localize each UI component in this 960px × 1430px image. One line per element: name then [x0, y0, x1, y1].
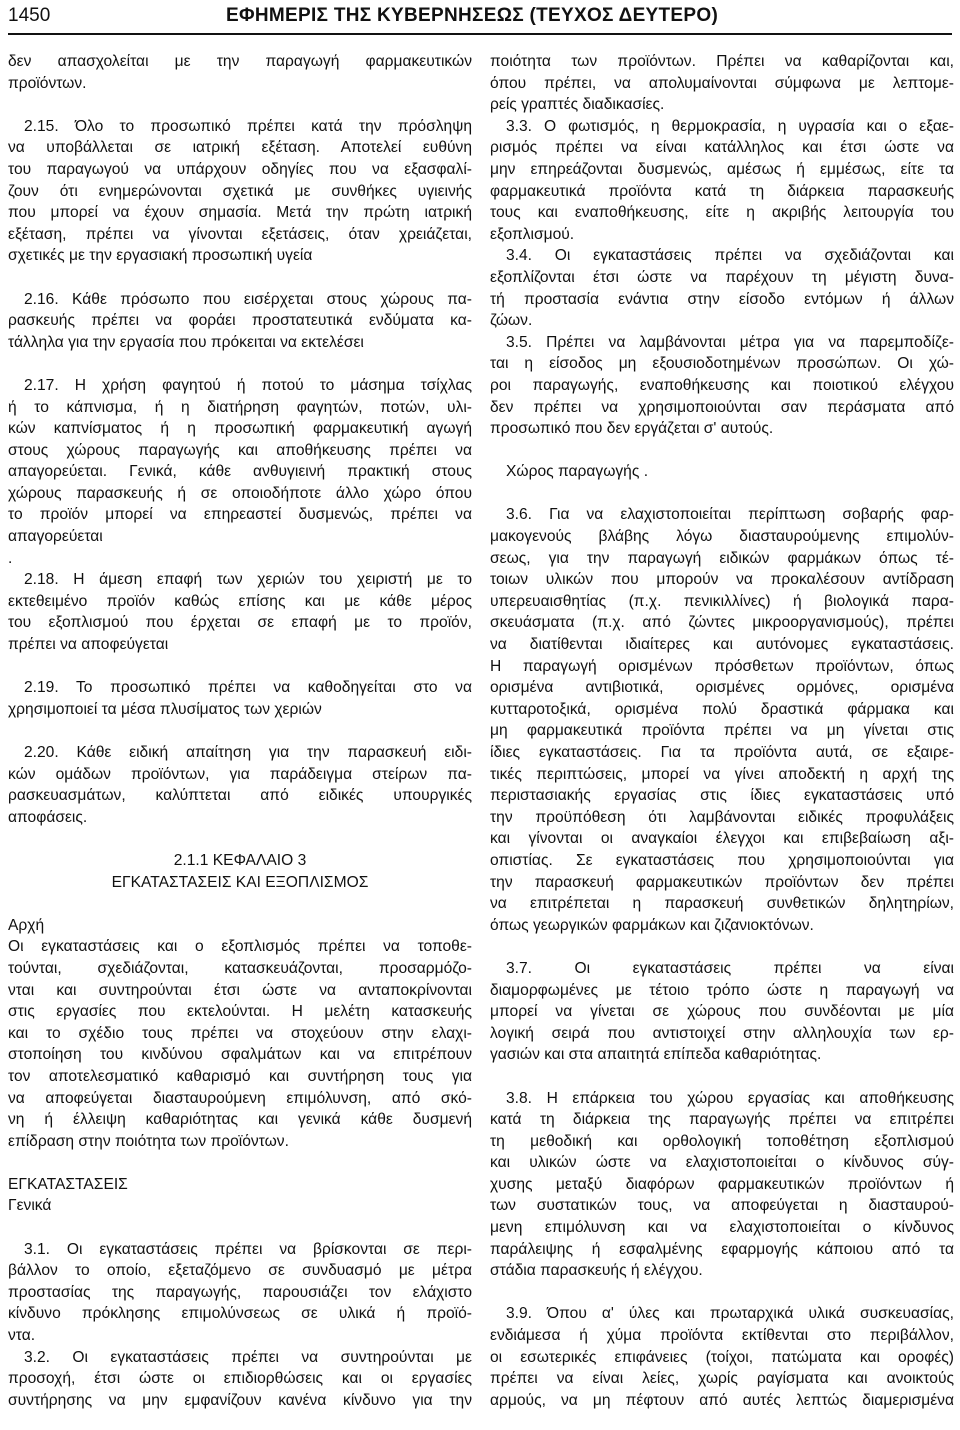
paragraph-gap — [8, 720, 472, 742]
text-line: να επιτρέπεται η παρασκευή συνθετικών δηλητηρίων, — [490, 895, 954, 913]
text-line: 3.9. Όπου α' ύλες και πρωταρχικά υλικά συσκευασίας, — [506, 1305, 954, 1323]
text-line: παράλειψης ή εσφαλμένης εφαρμογής κάποιου από τα — [490, 1240, 954, 1258]
text-line: 3.7. Οι εγκαταστάσεις πρέπει να είναι — [506, 959, 954, 977]
text-line: Γενικά — [8, 1197, 52, 1215]
text-line: κίνδυνο πρόκλησης επιμολύνσεως σε υλικά ή προϊό- — [8, 1305, 472, 1323]
text-line: να υποβάλλεται σε ιατρική εξέταση. Αποτελεί ευθύνη — [8, 139, 472, 157]
text-line: 3.8. Η επάρκεια του χώρου εργασίας και αποθήκευσης — [506, 1089, 954, 1107]
text-line: μην επηρεάζονται δυσμενώς, αμέσως ή εμμέσως, είτε τα — [490, 160, 954, 178]
text-line: οι εσωτερικές επιφάνειες (τοίχοι, πατώματα και οροφές) — [490, 1348, 954, 1366]
text-line: υπερευαισθητίας (π.χ. πενικιλλίνες) ή βιολογικά παρα- — [490, 592, 954, 610]
text-line: τον αποτελεσματικό καθαρισμό και συντήρηση τους για — [8, 1067, 472, 1085]
text-line: χυσης μεταξύ διαφόρων φαρμακευτικών προϊόντων ή — [490, 1175, 954, 1193]
text-line: ρισμός πρέπει να είναι κατάλληλος και έτσι ώστε να — [490, 139, 954, 157]
text-line: που μπορεί να έχουν σημασία. Μετά την πρώτη ιατρική — [8, 204, 472, 222]
text-line: ΕΓΚΑΤΑΣΤΑΣΕΙΣ — [8, 1175, 128, 1193]
text-line: να διατίθενται ιδιαίτερες και αυτόνομες εγκαταστάσεις. — [490, 636, 954, 654]
text-line: στάδια παρασκευής ή ελέγχου. — [490, 1262, 703, 1280]
left-column — [8, 51, 472, 1411]
text-line: προστασίας της παραγωγής, παρουσιάζει τον ελάχιστο — [8, 1283, 472, 1301]
text-line: τικές περιπτώσεις, μπορεί να γίνει αποδεκτή η αρχή της — [490, 765, 954, 783]
text-line: 2.16. Κάθε πρόσωπο που εισέρχεται στους χώρους πα- — [24, 290, 472, 308]
paragraph-gap — [490, 936, 954, 958]
text-line: επίδραση στην ποιότητα των προϊόντων. — [8, 1132, 289, 1150]
text-line: 3.2. Οι εγκαταστάσεις πρέπει να συντηρούνται με — [24, 1348, 472, 1366]
text-line: εξέταση, πρέπει να γίνονται εξετάσεις, όταν χρειάζεται, — [8, 225, 472, 243]
text-line: χώρους παρασκευής ή σε οποιοδήποτε άλλο χώρο όπου — [8, 484, 472, 502]
text-line: εκτεθειμένο προϊόν καθώς επίσης και με κάθε μέρος — [8, 592, 472, 610]
text-line: 3.3. Ο φωτισμός, η θερμοκρασία, η υγρασία και ο εξαε- — [506, 117, 954, 135]
text-line: αποφάσεις. — [8, 808, 88, 826]
paragraph-gap — [8, 353, 472, 375]
text-line: 2.17. Η χρήση φαγητού ή ποτού το μάσημα τσίχλας — [24, 376, 472, 394]
text-line: 3.4. Οι εγκαταστάσεις πρέπει να σχεδιάζονται και — [506, 247, 954, 265]
text-line: και υλικών ώστε να ελαχιστοποιείται ο κίνδυνος σύγ- — [490, 1154, 954, 1172]
text-line: το προϊόν μπορεί να επηρεαστεί δυσμενώς, πρέπει να — [8, 506, 472, 524]
text-line: κατά τη διάρκεια της παραγωγής πρέπει να επιτρέπει — [490, 1111, 954, 1129]
text-line: διαμορφωμένες με τέτοιο τρόπο ώστε η παραγωγή να — [490, 981, 954, 999]
text-line: συντήρησης να μην εμφανίζουν κανένα κίνδυνο για την — [8, 1391, 472, 1409]
text-line: ίδιες εγκαταστάσεις. Για τα προϊόντα αυτά, σε εξαιρε- — [490, 744, 954, 761]
text-line: ντα. — [8, 1327, 36, 1345]
text-line: ρασκευής πρέπει να φοράει προστατευτικά ενδύματα κα- — [8, 312, 472, 330]
text-line: μη φαρμακευτικά προϊόντα πρέπει να μη γίνεται στις — [490, 722, 954, 740]
text-line: 2.1.1 ΚΕΦΑΛΑΙΟ 3 — [173, 851, 307, 869]
text-line: σεως, για την παραγωγή ειδικών φαρμάκων όπως τέ- — [490, 549, 954, 567]
text-line: ροι παραγωγής, εναποθήκευσης και ποιοτικού ελέγχου — [490, 376, 954, 394]
paragraph-gap — [8, 1152, 472, 1174]
text-line: Χώρος παραγωγής . — [506, 463, 649, 481]
text-line: περιστασιακής εργασίας στις ίδιες εγκαταστάσεις υπό — [490, 787, 954, 805]
text-line: να αποφεύγεται διασταυρούμενη επιμόλυνση, από σκό- — [8, 1089, 472, 1107]
text-line: την παρασκευή φαρμακευτικών προϊόντων δεν πρέπει — [490, 873, 954, 891]
text-line: του εξοπλισμού που έρχεται σε επαφή με το προϊόν, — [8, 614, 472, 632]
text-line: ζώων. — [490, 312, 533, 330]
text-line: πρέπει να αποφεύγεται — [8, 636, 169, 654]
text-line: χρησιμοποιεί τα μέσα πλυσίματος των χεριών — [8, 700, 322, 718]
right-column — [490, 51, 954, 1411]
text-line: τοιων υλικών που μπορούν να προκαλέσουν αντίδραση — [490, 571, 954, 589]
paragraph-gap — [490, 1066, 954, 1088]
text-line: δεν πρέπει να χρησιμοποιούνται σαν περάσματα από — [490, 398, 954, 416]
text-line: νη ή έλλειψη καθαριότητας και γενικά κάθε δυσμενή — [8, 1111, 472, 1129]
paragraph-gap — [490, 1282, 954, 1304]
text-line: γασιών και στα απαιτητά επίπεδα καθαριότητας. — [490, 1046, 822, 1064]
text-line: προϊόντων. — [8, 74, 87, 92]
text-line: απαγορεύεται. Γενικά, κάθε ανθυγιεινή πρακτική στους — [8, 463, 472, 481]
text-line: απαγορεύεται — [8, 528, 103, 546]
text-line: 3.1. Οι εγκαταστάσεις πρέπει να βρίσκονται σε περι- — [24, 1240, 472, 1258]
text-line: και γίνονται οι αναγκαίοι έλεγχοι και επιβεβαίωση αξι- — [490, 830, 954, 848]
text-line: αρμούς, να μη πέφτουν από αυτές λεπτώς διαμερισμένα — [490, 1391, 954, 1409]
text-line: κυτταροτοξικά, ορισμένα πολύ δραστικά φάρμακα και — [490, 700, 954, 718]
text-line: μπορεί να γίνεται σε χώρους που συνδέονται με μία — [490, 1003, 954, 1021]
header-rule — [8, 33, 952, 35]
text-line: βάλλον το οποίο, εξεταζόμενο σε συνδυασμό με μέτρα — [8, 1262, 472, 1280]
paragraph-gap — [8, 893, 472, 915]
text-line: ρασκευασμάτων, καλύπτεται από ειδικές υπουργικές — [8, 787, 472, 805]
text-line: την προϋπόθεση ότι λαμβάνονται ειδικές προφυλάξεις — [490, 808, 954, 826]
text-line: ρείς γραπτές διαδικασίες. — [490, 96, 665, 114]
text-line: οπιστίας. Σε εγκαταστάσεις που χρησιμοποιούνται για — [490, 851, 954, 869]
text-line: εξοπλίζονται έτσι ώστε να παρέχουν τη μέγιστη δυνα- — [490, 268, 954, 286]
page-number: 1450 — [8, 5, 51, 26]
text-line: μενη επιμόλυνση και να ελαχιστοποιείται ο κίνδυνος — [490, 1219, 954, 1237]
text-line: Η παραγωγή ορισμένων πρόσθετων προϊόντων, όπως — [490, 657, 954, 675]
text-line: όπως γεωργικών φαρμάκων και ζιζανιοκτόνων. — [490, 916, 814, 934]
paragraph-gap — [8, 828, 472, 850]
text-line: . — [8, 549, 13, 567]
text-line: προσοχή, έτσι ώστε οι επιδιορθώσεις και οι εργασίες — [8, 1370, 472, 1388]
text-line: προσωπικό που δεν εργάζεται σ' αυτούς. — [490, 420, 774, 438]
text-line: τούνται, σχεδιάζονται, κατασκευάζονται, προσαρμόζο- — [8, 959, 472, 977]
text-line: ποιότητα των προϊόντων. Πρέπει να καθαρίζονται και, — [490, 53, 954, 70]
text-line: εξοπλισμού. — [490, 225, 575, 243]
text-line: ζουν ότι ενημερώνονται σχετικά με συνθήκες υγιεινής — [8, 182, 472, 200]
text-line: κών καπνίσματος ή η προσωπική φαρμακευτική αγωγή — [8, 420, 472, 438]
text-line: Αρχή — [8, 916, 45, 934]
text-line: 3.6. Για να ελαχιστοποιείται περίπτωση σοβαρής φαρ- — [506, 506, 954, 524]
text-line: 2.15. Όλο το προσωπικό πρέπει κατά την πρόσληψη — [24, 117, 472, 135]
text-line: 2.18. Η άμεση επαφή των χεριών του χειριστή με το — [24, 571, 472, 589]
text-line: τάλληλα για την εργασία που πρόκειται να εκτελέσει — [8, 333, 364, 351]
text-line: των συστατικών τους, να αποφεύγεται η διασταυρού- — [490, 1197, 954, 1215]
text-line: ΕΓΚΑΤΑΣΤΑΣΕΙΣ ΚΑΙ ΕΞΟΠΛΙΣΜΟΣ — [111, 873, 369, 891]
text-line: τή προστασία ενάντια στην είσοδο εντόμων ή άλλων — [490, 290, 954, 308]
text-line: 2.20. Κάθε ειδική απαίτηση για την παρασκευή ειδι- — [24, 744, 472, 761]
text-line: 2.19. Το προσωπικό πρέπει να καθοδηγείται στο να — [24, 679, 472, 697]
text-line: φαρμακευτικά προϊόντα κατά τη διάρκεια παρασκευής — [490, 182, 954, 200]
text-line: όπου πρέπει, να απολυμαίνονται σύμφωνα με λεπτομε- — [490, 74, 954, 92]
text-line: δεν απασχολείται με την παραγωγή φαρμακευτικών — [8, 53, 472, 70]
text-line: 3.5. Πρέπει να λαμβάνονται μέτρα για να παρεμποδίζε- — [506, 333, 954, 351]
paragraph-gap — [8, 267, 472, 289]
paragraph-gap — [8, 656, 472, 678]
gazette-title: ΕΦΗΜΕΡΙΣ ΤΗΣ ΚΥΒΕΡΝΗΣΕΩΣ (ΤΕΥΧΟΣ ΔΕΥΤΕΡΟ) — [226, 5, 719, 26]
text-line: πρέπει να είναι λείες, χωρίς ραγίσματα και ανοικτούς — [490, 1370, 954, 1388]
text-line: στους χώρους παραγωγής και αποθήκευσης πρέπει να — [8, 441, 472, 459]
text-line: κών ομάδων προϊόντων, για παράδειγμα στείρων πα- — [8, 765, 472, 783]
text-line: ή το κάπνισμα, ή η διατήρηση φαγητών, ποτών, υλι- — [8, 398, 472, 416]
paragraph-gap — [490, 440, 954, 462]
text-line: λογική σειρά που αντιστοιχεί στην αλληλουχία των ερ- — [490, 1024, 954, 1042]
text-line: σκευάσματα (π.χ. από ζώντες μικροοργανισμούς), πρέπει — [490, 614, 954, 632]
text-line: ται η είσοδος μη εξουσιοδοτημένων προσώπων. Οι χώ- — [490, 355, 954, 373]
text-line: ορισμένα αντιβιοτικά, ορισμένες ορμόνες, ορισμένα — [490, 679, 954, 697]
text-line: Οι εγκαταστάσεις και ο εξοπλισμός πρέπει να τοποθε- — [8, 938, 472, 956]
paragraph-gap — [490, 483, 954, 505]
text-line: νται και συντηρούνται έτσι ώστε να ανταποκρίνονται — [8, 981, 472, 999]
text-line: μακογενούς βλάβης λόγω διασταυρούμενης επιμολύν- — [490, 528, 954, 546]
text-line: και το σχέδιο τους πρέπει να στοχεύουν στην ελαχι- — [8, 1024, 472, 1042]
text-line: τους και εναποθήκευσης, είτε η ακριβής λειτουργία του — [490, 204, 954, 222]
page-header — [0, 0, 960, 36]
text-line: ενδιάμεσα ή χύμα προϊόντα εκτίθενται στο περιβάλλον, — [490, 1327, 954, 1345]
text-line: σχετικές με την εργασιακή προσωπική υγεία — [8, 247, 313, 265]
paragraph-gap — [8, 94, 472, 116]
text-line: στοποίηση του κινδύνου σφαλμάτων και να επιτρέπουν — [8, 1046, 472, 1064]
text-line: τη μεθοδική και ορθολογική τοποθέτηση εξοπλισμού — [490, 1132, 954, 1150]
paragraph-gap — [8, 1217, 472, 1239]
text-line: στις εργασίες που εκτελούνται. Η μελέτη κατασκευής — [8, 1003, 472, 1021]
text-line: του παραγωγού να υπάρχουν οδηγίες που να εξασφαλί- — [8, 160, 472, 178]
